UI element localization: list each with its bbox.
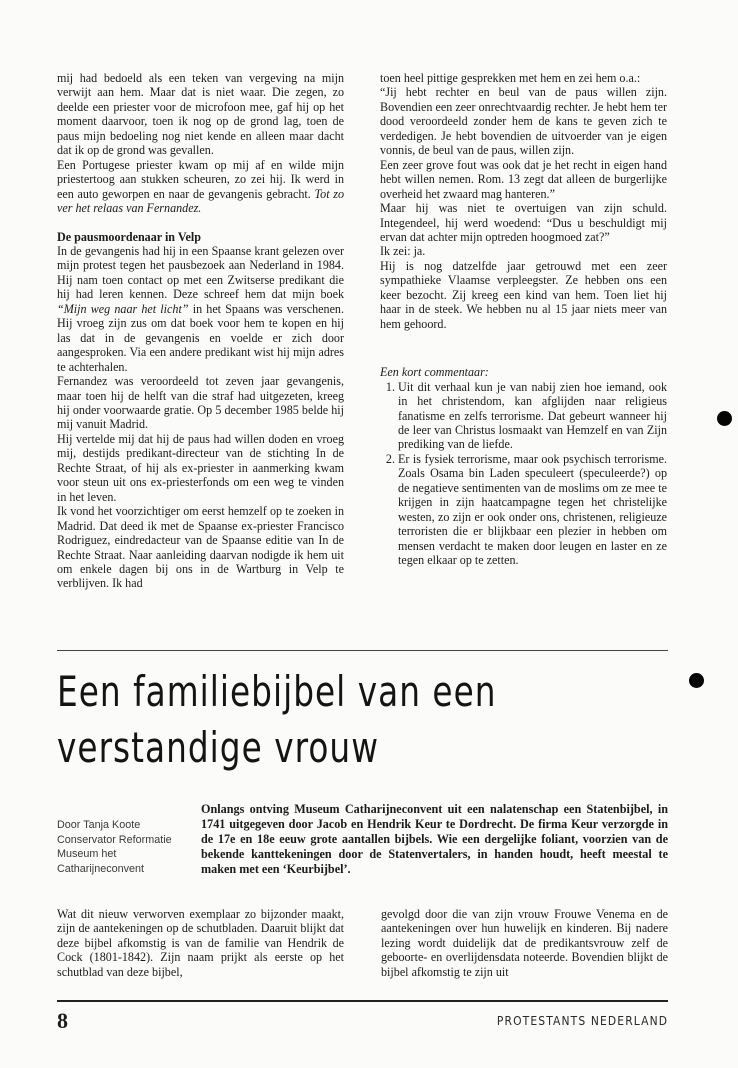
paragraph: mij had bedoeld als een teken van vergeving na mijn verwijt aan hem. Maar dat is niet waar. Die zegen, zo deelde een priester voor de microfoon mee, gaf hij op het moment daarvoor, toen ik nog op de grond lag, toen de paus mijn bedoeling nog niet kende en alleen maar dacht dat ik op de grond was gevallen.	[57, 71, 344, 158]
divider	[57, 650, 668, 651]
left-column	[57, 71, 344, 591]
byline-line: Door Tanja Koote	[57, 819, 141, 831]
paragraph-text: Een Portugese priester kwam op mij af en wilde mijn priestertoog aan stukken scheuren, zo zei hij. Ik werd in een auto geworpen en naar de gevangenis gebracht.	[57, 157, 344, 201]
article-body-right: gevolgd door die van zijn vrouw Frouwe Venema en de aantekeningen over hun huwelijk en kinderen. Bij nadere lezing wordt duidelijk dat de predikantsvrouw zelf de geboorte- en overlijdensdata noteerde. Bovendien blijkt de bijbel afkomstig te zijn uit	[381, 907, 668, 979]
paragraph: Fernandez was veroordeeld tot zeven jaar gevangenis, maar toen hij de helft van die straf had uitgezeten, kreeg hij onder voorwaarde gratie. Op 5 december 1985 belde hij mij vanuit Madrid.	[57, 374, 344, 432]
paragraph: “Jij hebt rechter en beul van de paus willen zijn. Bovendien een zeer onrechtvaardig rechter. Je hebt hem ter dood veroordeeld zonder hem de kans te geven zich te verdedigen. Je hebt bovendien de uitvoerder van je eigen vonnis, de beul van de paus, willen zijn.	[380, 85, 667, 158]
paragraph: Ik vond het voorzichtiger om eerst hemzelf op te zoeken in Madrid. Dat deed ik met de Spaanse ex-priester Francisco Rodriguez, eindredacteur van de Spaanse editie van In de Rechte Straat. Naar aanleiding daarvan nodigde ik hem uit om enkele dagen bij ons in de Wartburg in Velp te verblijven. Ik had	[57, 504, 344, 591]
article-body-left: Wat dit nieuw verworven exemplaar zo bijzonder maakt, zijn de aantekeningen op de schutbladen. Daaruit blijkt dat deze bijbel afkomstig is van de familie van Hendrik de Cock (1801-1842). Zijn naam prijkt als eerste op het schutblad van deze bijbel,	[57, 907, 344, 979]
italic-quote-end: Tot zo ver het relaas van Fernandez.	[57, 186, 344, 216]
paragraph: Hij is nog datzelfde jaar getrouwd met een zeer sympathieke Vlaamse verpleegster. Ze hebben ons een keer bezocht. Zij kreeg een kind van hem. Toen liet hij haar in de steek. We hebben nu al 15 jaar niets meer van hem gehoord.	[380, 258, 667, 331]
paragraph: Ik zei: ja.	[380, 244, 426, 259]
bullet-dot-icon	[717, 411, 732, 426]
paragraph: Maar hij was niet te overtuigen van zijn schuld. Integendeel, hij werd woedend: “Dus u beschuldigt mij ervan dat achter mijn optreden hoogmoed zat?”	[380, 201, 667, 244]
paragraph: Een zeer grove fout was ook dat je het recht in eigen hand hebt willen nemen. Rom. 13 zegt dat alleen de burgerlijke overheid het zwaard mag hanteren.”	[380, 157, 667, 201]
comment-list	[380, 380, 667, 568]
headline-line: verstandige vrouw	[57, 723, 380, 772]
comment-item: 1. Uit dit verhaal kun je van nabij zien hoe iemand, ook in het christendom, kan afglijden naar religieus fanatisme en zelfs terrorisme. Dat gebeurt wanneer hij de leer van Christus losmaakt van Hemzelf en van Zijn prediking van de liefde.	[398, 380, 667, 452]
paragraph: toen heel pittige gesprekken met hem en zei hem o.a.:	[380, 71, 641, 85]
right-column	[380, 71, 667, 568]
comment-item: 2. Er is fysiek terrorisme, maar ook psychisch terrorisme. Zoals Osama bin Laden speculeert (speculeerde?) op de negatieve sentimenten van de moslims om ze mee te krijgen in zijn haatcampagne tegen het christelijke westen, zo zijn er ook onder ons, christenen, religieuze terroristen die er blijkbaar een plezier in hebben om mensen verdacht te maken door leugen en laster en ze tegen elkaar op te zetten.	[398, 452, 667, 568]
paragraph-text: in het Spaans was verschenen. Hij vroeg zijn zus om dat boek voor hem te kopen en hij las dat in de gevangenis en voelde er zich door aangesproken. Via een andere predikant wist hij mijn adres te achterhalen.	[57, 301, 345, 374]
byline	[57, 818, 187, 877]
paragraph-text: In de gevangenis had hij in een Spaanse krant gelezen over mijn protest tegen het pausbezoek aan Nederland in 1984. Hij nam toen contact op met een Zwitserse predikant die hij had leren kennen. Deze schreef hem dat mijn boek	[57, 243, 344, 302]
paragraph: Hij vertelde mij dat hij de paus had willen doden en vroeg mij, destijds predikant-directeur van de stichting In de Rechte Straat, of hij als ex-priester in aanmerking kwam voor steun uit ons ex-priesterfonds om een weg te vinden in het leven.	[57, 431, 344, 504]
book-title: “Mijn weg naar het licht”	[57, 301, 189, 316]
article-intro: Onlangs ontving Museum Catharijneconvent uit een nalatenschap een Statenbijbel, in 1741 uitgegeven door Jacob en Hendrik Keur te Dordrecht. De firma Keur verzorgde in de 17e en 18e eeuw grote aantallen bijbels. Wie een dergelijke foliant, voorzien van de bekende kanttekeningen door de Statenvertalers, in handen houdt, heeft meestal te maken met een ‘Keurbijbel’.	[201, 802, 668, 876]
paragraph	[57, 158, 344, 216]
bullet-dot-icon	[689, 673, 704, 688]
byline-line: Conservator Reformatie	[57, 833, 172, 846]
section-heading: De pausmoordenaar in Velp	[57, 229, 201, 244]
byline-line: Catharijneconvent	[57, 863, 145, 876]
comment-heading: Een kort commentaar:	[380, 365, 489, 380]
paragraph	[57, 244, 344, 374]
footer-divider	[57, 1000, 668, 1002]
article-headline	[57, 664, 541, 776]
headline-line: Een familiebijbel van een	[57, 667, 497, 716]
page-number: 8	[57, 1008, 68, 1033]
publication-name: PROTESTANTS NEDERLAND	[496, 1013, 668, 1028]
byline-line: Museum het	[57, 848, 117, 861]
